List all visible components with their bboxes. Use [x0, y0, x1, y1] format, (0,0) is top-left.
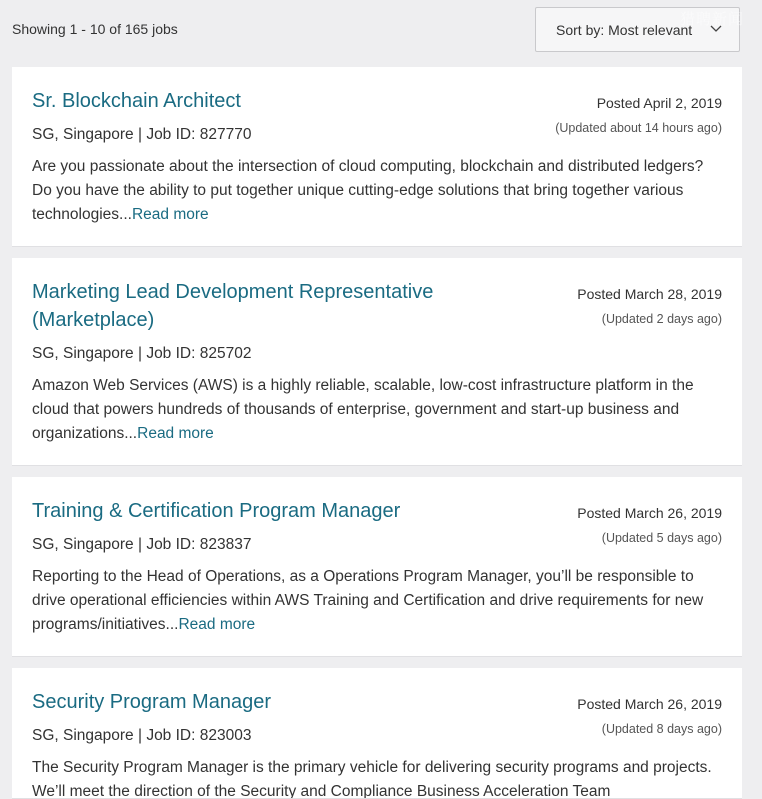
job-location-id: SG, Singapore | Job ID: 825702 — [32, 345, 252, 362]
job-card — [12, 668, 742, 799]
results-count: Showing 1 - 10 of 165 jobs — [12, 21, 178, 37]
updated-time: (Updated about 14 hours ago) — [555, 121, 722, 135]
job-card — [12, 258, 742, 466]
posted-date: Posted March 26, 2019 — [577, 696, 722, 712]
read-more-link[interactable]: Read more — [137, 425, 214, 442]
read-more-link[interactable]: Read more — [178, 616, 256, 633]
read-more-link[interactable]: Read more — [131, 206, 209, 223]
posted-date: Posted March 26, 2019 — [577, 505, 722, 521]
job-description — [32, 565, 722, 637]
job-description — [32, 374, 722, 446]
job-title-link[interactable]: Security Program Manager — [32, 691, 271, 713]
updated-time: (Updated 5 days ago) — [601, 531, 722, 545]
job-title-link[interactable]: Sr. Blockchain Architect — [32, 90, 241, 112]
watermark: 猎聘新闻 — [680, 11, 745, 28]
job-description — [32, 756, 722, 799]
job-location-id: SG, Singapore | Job ID: 827770 — [32, 126, 252, 143]
updated-time: (Updated 8 days ago) — [601, 722, 722, 736]
job-location-id: SG, Singapore | Job ID: 823003 — [32, 727, 252, 744]
description-text: Are you passionate about the intersection of cloud computing, blockchain and distributed ledgers? Do you have the ability to put together unique cutting-edge solutions that bring together various technologies... — [32, 158, 704, 223]
posted-date: Posted March 28, 2019 — [577, 286, 722, 302]
job-location-id: SG, Singapore | Job ID: 823837 — [32, 536, 252, 553]
job-description — [32, 155, 722, 227]
description-text: The Security Program Manager is the primary vehicle for delivering security programs and projects. We’ll meet the direction of the Security and Compliance Business Acceleration Team — [32, 759, 712, 799]
sort-label: Sort by: Most relevant — [556, 21, 693, 38]
description-text: Amazon Web Services (AWS) is a highly reliable, scalable, low-cost infrastructure platform in the cloud that powers hundreds of thousands of enterprise, government and start-up business and organizations... — [32, 377, 694, 442]
job-title-link[interactable]: Training & Certification Program Manager — [32, 500, 401, 522]
job-card — [12, 67, 742, 247]
job-title-link[interactable]: Marketing Lead Development Representative (Marketplace) — [32, 281, 434, 331]
updated-time: (Updated 2 days ago) — [601, 312, 722, 326]
job-card — [12, 477, 742, 657]
description-text: Reporting to the Head of Operations, as a Operations Program Manager, you’ll be responsible to drive operational efficiencies within AWS Training and Certification and drive requirements for new programs/initiatives... — [32, 568, 704, 633]
posted-date: Posted April 2, 2019 — [596, 95, 722, 111]
results-toolbar — [0, 0, 762, 62]
